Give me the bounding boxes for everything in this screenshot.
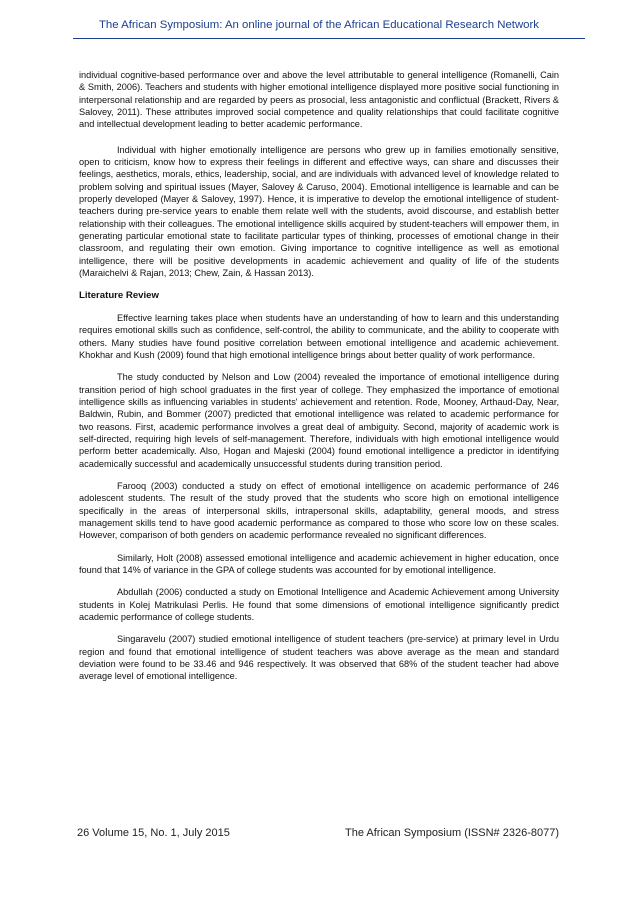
review-paragraph: Effective learning takes place when students have an understanding of how to learn and this understanding requires emotional skills such as confidence, self-control, the ability to communicate, and the ability to cooperate with others. Many studies have found positive correlation between emotional intelligence and academic achievement. Khokhar and Kush (2009) found that high emotional intelligence brings about better quality of work performance. bbox=[79, 312, 559, 360]
review-paragraph: Farooq (2003) conducted a study on effect of emotional intelligence on academic performance of 246 adolescent students. The result of the study proved that the students who score high on emotional intelligence specifically in the areas of interpersonal skills, intrapersonal skills, adaptability, general moods, and stress management skills tend to have good academic performance as compared to those who score low on these scales. However, comparison of both genders on academic performance revealed no significant differences. bbox=[79, 480, 559, 541]
section-heading: Literature Review bbox=[79, 289, 159, 301]
body-paragraph: Individual with higher emotionally intelligence are persons who grew up in families emotionally sensitive, open to criticism, know how to express their feelings in different and effective ways, can share and discusses their feelings, aesthetics, morals, ethics, leadership, social, and are individuals with advanced level of knowledge related to problem solving and spiritual issues (Mayer, Salovey & Caruso, 2004). Emotional intelligence is learnable and can be properly developed (Mayer & Salovey, 1997). Hence, it is imperative to develop the emotional intelligence of student-teachers during pre-service years to enable them relate well with the students, avoid discourse, and establish better relationship with their colleagues. The emotional intelligence skills acquired by student-teachers will empower them, in generating particular emotional state to facilitate particular types of thinking, processes of emotional change in their classroom, and regulating their own emotion. Giving importance to cognitive intelligence as well as emotional intelligence, there will be positive developments in academic achievement and quality of life of the students (Maraichelvi & Rajan, 2013; Chew, Zain, & Hassan 2013). bbox=[79, 144, 559, 279]
body-paragraph: individual cognitive-based performance over and above the level attributable to general intelligence (Romanelli, Cain & Smith, 2006). Teachers and students with higher emotional intelligence displayed more positive social functioning in interpersonal relationship and are regarded by peers as prosocial, less antagonistic and conflictual (Brackett, Rivers & Salovey, 2011). These attributes improved social competence and quality relationships that could facilitate cognitive and intellectual development leading to better academic performance. bbox=[79, 70, 559, 130]
review-paragraph: Abdullah (2006) conducted a study on Emotional Intelligence and Academic Achievement among University students in Kolej Matrikulasi Perlis. He found that some dimensions of emotional intelligence significantly predict academic performance of college students. bbox=[79, 587, 559, 623]
footer-volume-info: 26 Volume 15, No. 1, July 2015 bbox=[77, 827, 230, 839]
journal-header: The African Symposium: An online journal of the African Educational Research Network bbox=[98, 19, 540, 31]
header-rule bbox=[73, 38, 585, 39]
article-body bbox=[79, 69, 559, 693]
footer-journal-issn: The African Symposium (ISSN# 2326-8077) bbox=[345, 827, 559, 839]
review-paragraph: The study conducted by Nelson and Low (2004) revealed the importance of emotional intelligence during transition period of high school graduates in the first year of college. They emphasized the importance of emotional intelligence skills as influencing variables in students' achievement and retention. Rode, Mooney, Arthaud-Day, Near, Baldwin, Rubin, and Bommer (2007) predicted that emotional intelligence was related to academic performance for two reasons. First, academic performance involves a great deal of ambiguity. Second, majority of academic work is self-directed, requiring high levels of self-management. Therefore, individuals with high emotional intelligence would perform better academically. Also, Hogan and Majeski (2004) found emotional intelligence a predictor in identifying academically successful and academically unsuccessful students during transition period. bbox=[79, 372, 559, 469]
review-paragraph: Similarly, Holt (2008) assessed emotional intelligence and academic achievement in higher education, once found that 14% of variance in the GPA of college students was accounted for by emotional intelligence. bbox=[79, 552, 559, 576]
review-paragraph: Singaravelu (2007) studied emotional intelligence of student teachers (pre-service) at primary level in Urdu region and found that emotional intelligence of student teachers was above average as the mean and standard deviation were found to be 33.46 and 946 respectively. It was observed that 68% of the student teacher had above average level of emotional intelligence. bbox=[79, 634, 559, 682]
